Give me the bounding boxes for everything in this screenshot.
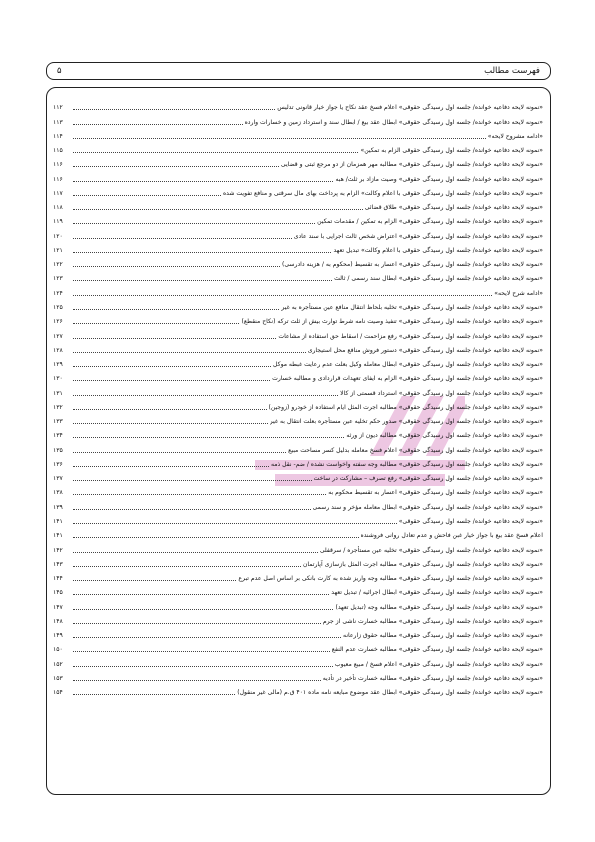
toc-entry[interactable] <box>47 226 550 240</box>
toc-leader-dots <box>73 437 344 438</box>
toc-entry-title: «نمونه لایحه دفاعیه خوانده/ جلسه اول رسیدگی حقوقی» اعتراض شخص ثالث اجرایی با سند عادی <box>293 232 543 240</box>
toc-entry-title: «نمونه لایحه دفاعیه خوانده/ جلسه اول رسیدگی حقوقی با اعلام وکالت» الزام به پرداخت بهای مال سرقتی و منافع تفویت شده <box>222 189 543 197</box>
toc-leader-dots <box>73 266 280 267</box>
toc-entry-page: ۱۱۴ <box>53 132 63 140</box>
toc-entry-title: «نمونه لایحه دفاعیه خوانده/ جلسه اول رسیدگی حقوقی» تنفیذ وصیت نامه شرط توارث بیش از ثلث ترکه (نکاح منقطع) <box>241 318 543 326</box>
toc-entry-page: ۱۲۹ <box>53 361 63 369</box>
toc-entry-title: «نمونه لایحه دفاعیه خوانده/ جلسه اول رسیدگی حقوقی» ابطال معامله وکیل بعلت عدم رعایت غبطه موکل <box>273 361 543 369</box>
toc-entry[interactable] <box>47 426 550 440</box>
toc-entry-page: ۱۳۳ <box>53 418 63 426</box>
toc-entry[interactable] <box>47 540 550 554</box>
toc-entry-page: ۱۵۰ <box>53 646 63 654</box>
toc-entry-title: «نمونه لایحه دفاعیه خوانده/ جلسه اول رسیدگی حقوقی» مطالبه وجه واریز شده به کارت بانکی بر اساس اصل عدم تبرع <box>238 575 543 583</box>
toc-entry-title: «نمونه لایحه دفاعیه خوانده/ جلسه اول رسیدگی حقوقی» مطالبه اجرت المثل بازسازی آپارتمان <box>302 560 543 568</box>
toc-entry[interactable] <box>47 141 550 155</box>
toc-entry[interactable] <box>47 198 550 212</box>
toc-entry-title: «نمونه لایحه دفاعیه خوانده/ جلسه اول رسیدگی حقوقی» اعسار به تقسیط (محکوم به / هزینه دادرسی) <box>281 261 543 269</box>
toc-entry[interactable] <box>47 412 550 426</box>
toc-entry[interactable] <box>47 512 550 526</box>
toc-entry-title: «ادامه مشروح لایحه» <box>487 132 543 140</box>
toc-entry[interactable] <box>47 283 550 297</box>
toc-leader-dots <box>73 124 243 125</box>
toc-entry-title: «نمونه لایحه دفاعیه خوانده/ جلسه اول رسیدگی حقوقی با اعلام وکالت» تبدیل تعهد <box>333 246 543 254</box>
toc-entry[interactable] <box>47 440 550 454</box>
toc-leader-dots <box>73 666 333 667</box>
toc-entry-title: «نمونه لایحه دفاعیه خوانده/ جلسه اول رسیدگی حقوقی» اعسار به تقسیط محکوم به <box>328 489 543 497</box>
toc-entry-page: ۱۴۲ <box>53 546 63 554</box>
toc-entry-title: «نمونه لایحه دفاعیه خوانده/ جلسه اول رسیدگی حقوقی» ابطال عقد بیع / ابطال سند و استرداد زمین و خسارات وارده <box>244 118 543 126</box>
toc-entry-page: ۱۳۵ <box>53 446 63 454</box>
toc-entry-title: «نمونه لایحه دفاعیه خوانده/ جلسه اول رسیدگی حقوقی» اعلام فسخ عقد نکاح یا جواز خیار قانونی تدلیس <box>277 104 543 112</box>
toc-entry[interactable] <box>47 398 550 412</box>
toc-entry-title: «نمونه لایحه دفاعیه خوانده/ جلسه اول رسیدگی حقوقی» ابطال سند رسمی / ثالث <box>334 275 543 283</box>
table-of-contents <box>47 98 550 697</box>
toc-entry[interactable] <box>47 112 550 126</box>
toc-leader-dots <box>73 623 321 624</box>
toc-entry-title: «نمونه لایحه دفاعیه خوانده/ جلسه اول رسیدگی حقوقی» تخلیه بلحاظ انتقال منافع عین مستأجره به غیر <box>281 303 543 311</box>
toc-entry-title: «نمونه لایحه دفاعیه خوانده/ جلسه اول رسیدگی حقوقی» طلاق قضائی <box>364 204 543 212</box>
toc-entry-title: اعلام فسخ عقد بیع با جواز خیار غبن فاحش و عدم تعادل روانی فروشنده <box>360 532 543 540</box>
toc-entry[interactable] <box>47 341 550 355</box>
toc-entry-page: ۱۱۹ <box>53 218 63 226</box>
toc-leader-dots <box>73 295 492 296</box>
toc-entry[interactable] <box>47 255 550 269</box>
toc-entry-title: «نمونه لایحه دفاعیه خوانده/ جلسه اول رسیدگی حقوقی» وصیت مازاد بر ثلث/ هبه <box>335 175 543 183</box>
toc-leader-dots <box>73 380 270 381</box>
toc-entry-page: ۱۳۸ <box>53 489 63 497</box>
toc-entry-title: «نمونه لایحه دفاعیه خوانده/ جلسه اول رسیدگی حقوقی» مطالبه مهر همزمان از دو مرجع ثبتی و قضایی <box>280 161 543 169</box>
toc-entry[interactable] <box>47 269 550 283</box>
toc-entry-title: «نمونه لایحه دفاعیه خوانده/ جلسه اول رسیدگی حقوقی» الزام به تمکین / مقدمات تمکین <box>317 218 543 226</box>
toc-entry[interactable] <box>47 127 550 141</box>
toc-entry[interactable] <box>47 312 550 326</box>
toc-leader-dots <box>73 423 268 424</box>
toc-leader-dots <box>73 238 292 239</box>
toc-entry-title: «نمونه لایحه دفاعیه خوانده/ جلسه اول رسیدگی حقوقی» ابطال عقد موضوع مبایعه نامه ماده ۴۰۱ ق.م (مالی غیر منقول) <box>237 689 543 697</box>
toc-leader-dots <box>73 309 279 310</box>
toc-entry-page: ۱۵۲ <box>53 660 63 668</box>
toc-entry-page: ۱۱۶ <box>53 175 63 183</box>
toc-entry[interactable] <box>47 469 550 483</box>
toc-leader-dots <box>73 694 235 695</box>
toc-leader-dots <box>73 352 306 353</box>
header-title: فهرست مطالب <box>484 66 540 76</box>
toc-entry-title: «نمونه لایحه دفاعیه خوانده/ جلسه اول رسیدگی حقوقی» مطالبه حقوق زارعانه <box>343 632 543 640</box>
toc-leader-dots <box>73 138 486 139</box>
toc-entry-page: ۱۳۱ <box>53 389 63 397</box>
toc-leader-dots <box>73 537 359 538</box>
toc-entry-page: ۱۳۲ <box>53 403 63 411</box>
toc-entry-page: ۱۲۶ <box>53 318 63 326</box>
toc-entry-page: ۱۲۴ <box>53 289 63 297</box>
toc-entry[interactable] <box>47 654 550 668</box>
toc-entry-title: «نمونه لایحه دفاعیه خوانده/ جلسه اول رسیدگی حقوقی» ابطال معامله مؤخر و سند رسمی <box>312 503 543 511</box>
toc-leader-dots <box>73 651 330 652</box>
page-header <box>46 62 551 80</box>
toc-entry-title: «نمونه لایحه دفاعیه خوانده/ جلسه اول رسیدگی حقوقی» مطالبه خسارت تأخیر در تأدیه <box>322 674 543 682</box>
toc-entry-page: ۱۱۶ <box>53 161 63 169</box>
toc-entry-title: «نمونه لایحه دفاعیه خوانده/ جلسه اول رسیدگی حقوقی» رفع مزاحمت / اسقاط حق استفاده از مشاعات <box>278 332 543 340</box>
toc-entry[interactable] <box>47 640 550 654</box>
toc-entry[interactable] <box>47 241 550 255</box>
toc-entry-title: «ادامه شرح لایحه» <box>494 289 543 297</box>
toc-leader-dots <box>73 395 338 396</box>
toc-entry-title: «نمونه لایحه دفاعیه خوانده/ جلسه اول رسیدگی حقوقی» مطالبه دیون از ورثه <box>346 432 543 440</box>
toc-entry-page: ۱۴۱ <box>53 532 63 540</box>
toc-entry-page: ۱۴۳ <box>53 560 63 568</box>
toc-leader-dots <box>73 181 333 182</box>
toc-entry-title: «نمونه لایحه دفاعیه خوانده/ جلسه اول رسیدگی حقوقی» مطالبه وجه (تبدیل تعهد) <box>335 603 543 611</box>
toc-entry-page: ۱۲۰ <box>53 232 63 240</box>
toc-leader-dots <box>73 609 333 610</box>
toc-leader-dots <box>73 209 363 210</box>
toc-entry-title: «نمونه لایحه دفاعیه خوانده/ جلسه اول رسیدگی حقوقی» <box>398 517 543 525</box>
toc-entry-page: ۱۴۴ <box>53 575 63 583</box>
toc-entry-page: ۱۲۲ <box>53 261 63 269</box>
toc-entry[interactable] <box>47 98 550 112</box>
toc-leader-dots <box>73 223 315 224</box>
toc-entry-title: «نمونه لایحه دفاعیه خوانده/ جلسه اول رسیدگی حقوقی» استرداد قسمتی از کالا <box>340 389 543 397</box>
toc-entry[interactable] <box>47 497 550 511</box>
toc-entry-page: ۱۳۰ <box>53 375 63 383</box>
toc-entry-title: «نمونه لایحه دفاعیه خوانده/ جلسه اول رسیدگی حقوقی» دستور فروش منافع محل استیجاری <box>307 346 543 354</box>
toc-entry-page: ۱۱۳ <box>53 118 63 126</box>
toc-entry[interactable] <box>47 369 550 383</box>
toc-leader-dots <box>73 466 269 467</box>
toc-leader-dots <box>73 566 301 567</box>
toc-leader-dots <box>73 338 276 339</box>
toc-entry-title: «نمونه لایحه دفاعیه خوانده/ جلسه اول رسیدگی حقوقی» ابطال اجرائیه / تبدیل تعهد <box>331 589 543 597</box>
toc-leader-dots <box>73 480 312 481</box>
toc-entry[interactable] <box>47 683 550 697</box>
toc-entry-page: ۱۳۶ <box>53 460 63 468</box>
toc-entry-page: ۱۳۴ <box>53 432 63 440</box>
toc-entry-page: ۱۲۱ <box>53 246 63 254</box>
toc-entry-page: ۱۵۳ <box>53 674 63 682</box>
toc-entry[interactable] <box>47 669 550 683</box>
toc-entry-page: ۱۴۸ <box>53 617 63 625</box>
toc-leader-dots <box>73 252 331 253</box>
toc-leader-dots <box>73 494 326 495</box>
toc-leader-dots <box>73 523 397 524</box>
toc-entry-page: ۱۲۵ <box>53 303 63 311</box>
toc-leader-dots <box>73 409 267 410</box>
toc-leader-dots <box>73 552 318 553</box>
toc-entry-title: «نمونه لایحه دفاعیه خوانده/ جلسه اول رسیدگی حقوقی» اعلام فسخ معامله بدلیل کسر مساحت مبیع <box>288 446 543 454</box>
toc-entry-title: «نمونه لایحه دفاعیه خوانده/ جلسه اول رسیدگی حقوقی» رفع تصرف – مشارکت در ساخت <box>313 475 543 483</box>
toc-leader-dots <box>73 195 221 196</box>
toc-entry[interactable] <box>47 555 550 569</box>
toc-entry-page: ۱۱۵ <box>53 147 63 155</box>
toc-entry[interactable] <box>47 355 550 369</box>
toc-entry[interactable] <box>47 597 550 611</box>
toc-entry[interactable] <box>47 184 550 198</box>
toc-entry[interactable] <box>47 583 550 597</box>
toc-entry-title: «نمونه لایحه دفاعیه خوانده/ جلسه اول رسیدگی حقوقی الزام به تمکین» <box>360 147 543 155</box>
toc-entry-page: ۱۴۱ <box>53 517 63 525</box>
toc-leader-dots <box>73 580 236 581</box>
toc-entry[interactable] <box>47 483 550 497</box>
toc-leader-dots <box>73 166 279 167</box>
toc-entry-title: «نمونه لایحه دفاعیه خوانده/ جلسه اول رسیدگی حقوقی» صدور حکم تخلیه عین مستأجره بعلت انتقال به غیر <box>269 418 543 426</box>
toc-entry-page: ۱۴۹ <box>53 632 63 640</box>
toc-entry-title: «نمونه لایحه دفاعیه خوانده/ جلسه اول رسیدگی حقوقی» مطالبه اجرت المثل ایام استفاده از خودرو (زوجین) <box>268 403 543 411</box>
toc-entry-title: «نمونه لایحه دفاعیه خوانده/ جلسه اول رسیدگی حقوقی» الزام به ایفای تعهدات قراردادی و مطالبه خسارت <box>272 375 543 383</box>
toc-leader-dots <box>73 280 332 281</box>
toc-entry[interactable] <box>47 455 550 469</box>
toc-leader-dots <box>73 509 311 510</box>
toc-entry-page: ۱۲۸ <box>53 346 63 354</box>
toc-leader-dots <box>73 323 239 324</box>
toc-leader-dots <box>73 680 321 681</box>
toc-entry-page: ۱۱۷ <box>53 189 63 197</box>
toc-entry-page: ۱۲۳ <box>53 275 63 283</box>
toc-leader-dots <box>73 594 329 595</box>
header-page-number: ۵ <box>57 66 62 76</box>
toc-entry-page: ۱۳۷ <box>53 475 63 483</box>
toc-entry[interactable] <box>47 612 550 626</box>
toc-entry[interactable] <box>47 626 550 640</box>
toc-leader-dots <box>73 366 271 367</box>
toc-entry-page: ۱۲۷ <box>53 332 63 340</box>
toc-entry[interactable] <box>47 212 550 226</box>
toc-leader-dots <box>73 152 358 153</box>
content-frame <box>46 87 551 795</box>
toc-entry[interactable] <box>47 298 550 312</box>
toc-entry[interactable] <box>47 326 550 340</box>
toc-entry-title: «نمونه لایحه دفاعیه خوانده/ جلسه اول رسیدگی حقوقی» مطالبه وجه سفته واخواست نشده / ضم- نقل ذمه <box>270 460 543 468</box>
toc-leader-dots <box>73 109 275 110</box>
toc-entry-title: «نمونه لایحه دفاعیه خوانده/ جلسه اول رسیدگی حقوقی» مطالبه خسارت عدم النفع <box>331 646 543 654</box>
toc-entry[interactable] <box>47 383 550 397</box>
toc-entry-page: ۱۱۸ <box>53 204 63 212</box>
toc-leader-dots <box>73 637 341 638</box>
toc-entry-page: ۱۴۵ <box>53 589 63 597</box>
toc-entry-page: ۱۳۹ <box>53 503 63 511</box>
toc-entry-title: «نمونه لایحه دفاعیه خوانده/ جلسه اول رسیدگی حقوقی» مطالبه خسارت ناشی از جرم <box>322 617 543 625</box>
toc-entry[interactable] <box>47 569 550 583</box>
toc-entry[interactable] <box>47 526 550 540</box>
toc-entry[interactable] <box>47 155 550 169</box>
toc-entry-page: ۱۵۴ <box>53 689 63 697</box>
toc-entry[interactable] <box>47 169 550 183</box>
toc-entry-title: «نمونه لایحه دفاعیه خوانده/ جلسه اول رسیدگی حقوقی» اعلام فسخ / مبیع معیوب <box>334 660 543 668</box>
toc-entry-page: ۱۱۲ <box>53 104 63 112</box>
toc-leader-dots <box>73 452 286 453</box>
toc-entry-title: «نمونه لایحه دفاعیه خوانده/ جلسه اول رسیدگی حقوقی» تخلیه عین مستأجره / سرقفلی <box>319 546 543 554</box>
toc-entry-page: ۱۴۷ <box>53 603 63 611</box>
